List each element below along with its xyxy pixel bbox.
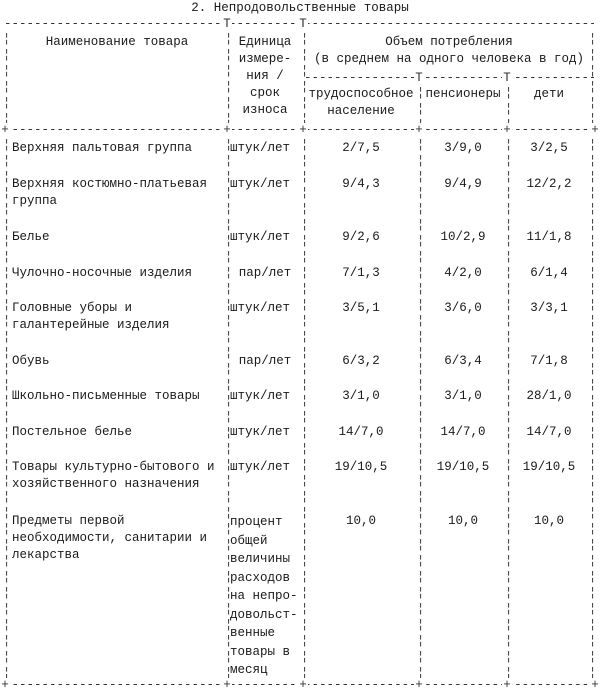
row-name: Постельное белье [12,425,133,439]
table-title: 2. Непродовольственные товары [191,1,409,15]
row-unit: штук/лет [230,389,291,403]
row-children: 6/1,4 [530,266,568,280]
row-working: 7/1,3 [342,266,380,280]
junction-bot-5: + [591,678,599,692]
junction-mid-5: + [591,123,599,137]
row-name: Головные уборы и галантерейные изделия [12,301,170,332]
row-working: 6/3,2 [342,354,380,368]
header-volume: Объем потребления (в среднем на одного человека в год) [313,35,585,66]
row-children: 3/2,5 [530,141,568,155]
vsep-body-right [589,137,597,678]
row-working: 19/10,5 [334,460,388,474]
row-children: 28/1,0 [526,389,572,403]
row-unit: пар/лет [238,266,292,280]
row-pension: 3/1,0 [444,389,482,403]
junction-top-1: T [223,17,231,31]
rule-subheader [304,71,594,85]
row-name: Товары культурно-бытового и хозяйственного назначения [12,460,215,491]
row-working: 3/1,0 [342,389,380,403]
row-name: Чулочно-носочные изделия [12,266,193,280]
junction-bot-3: + [415,678,423,692]
row-children: 19/10,5 [522,460,576,474]
row-working: 2/7,5 [342,141,380,155]
row-children: 10,0 [533,514,564,528]
row-pension: 19/10,5 [436,460,490,474]
row-pension: 3/9,0 [444,141,482,155]
junction-sub-2: T [503,71,511,85]
junction-bot-2: + [299,678,307,692]
vsep-header-left [3,31,11,123]
vsep-body-2 [301,137,309,678]
row-children: 7/1,8 [530,354,568,368]
header-children: дети [533,87,564,101]
row-pension: 6/3,4 [444,354,482,368]
row-working: 10,0 [345,514,376,528]
row-unit: штук/лет [230,177,291,191]
junction-top-2: T [299,17,307,31]
row-pension: 10/2,9 [440,230,486,244]
row-children: 11/1,8 [526,230,572,244]
row-name: Обувь [12,354,50,368]
junction-sub-1: T [415,71,423,85]
row-working: 9/4,3 [342,177,380,191]
row-pension: 14/7,0 [440,425,486,439]
row-unit: штук/лет [230,230,291,244]
row-working: 14/7,0 [338,425,384,439]
junction-bot-0: + [1,678,9,692]
row-pension: 3/6,0 [444,301,482,315]
row-working: 3/5,1 [342,301,380,315]
header-unit: Единица измере- ния / срок износа [238,35,292,117]
junction-mid-2: + [299,123,307,137]
junction-mid-4: + [503,123,511,137]
row-children: 12/2,2 [526,177,572,191]
header-working: трудоспособное население [308,87,414,118]
row-unit: пар/лет [238,354,292,368]
vsep-body-4 [505,137,513,678]
row-children: 3/3,1 [530,301,568,315]
header-pension: пенсионеры [425,87,501,101]
row-pension: 4/2,0 [444,266,482,280]
vsep-body-3 [417,137,425,678]
row-name: Верхняя костюмно-платьевая группа [12,177,208,208]
row-pension: 10,0 [447,514,478,528]
junction-bot-4: + [503,678,511,692]
junction-mid-1: + [223,123,231,137]
junction-mid-3: + [415,123,423,137]
row-working: 9/2,6 [342,230,380,244]
row-unit: штук/лет [230,301,291,315]
row-name: Школьно-письменные товары [12,389,200,403]
junction-mid-0: + [1,123,9,137]
junction-bot-1: + [223,678,231,692]
row-pension: 9/4,9 [444,177,482,191]
row-unit: штук/лет [230,460,291,474]
row-unit: штук/лет [230,141,291,155]
header-name: Наименование товара [45,35,189,49]
row-unit: процент общей величины расходов на непро- довольст- венные товары в месяц [230,515,298,677]
vsep-body-left [3,137,11,678]
row-children: 14/7,0 [526,425,572,439]
row-unit: штук/лет [230,425,291,439]
row-name: Белье [12,230,50,244]
row-name: Верхняя пальтовая группа [12,141,193,155]
row-name: Предметы первой необходимости, санитарии и лекарства [12,514,208,562]
